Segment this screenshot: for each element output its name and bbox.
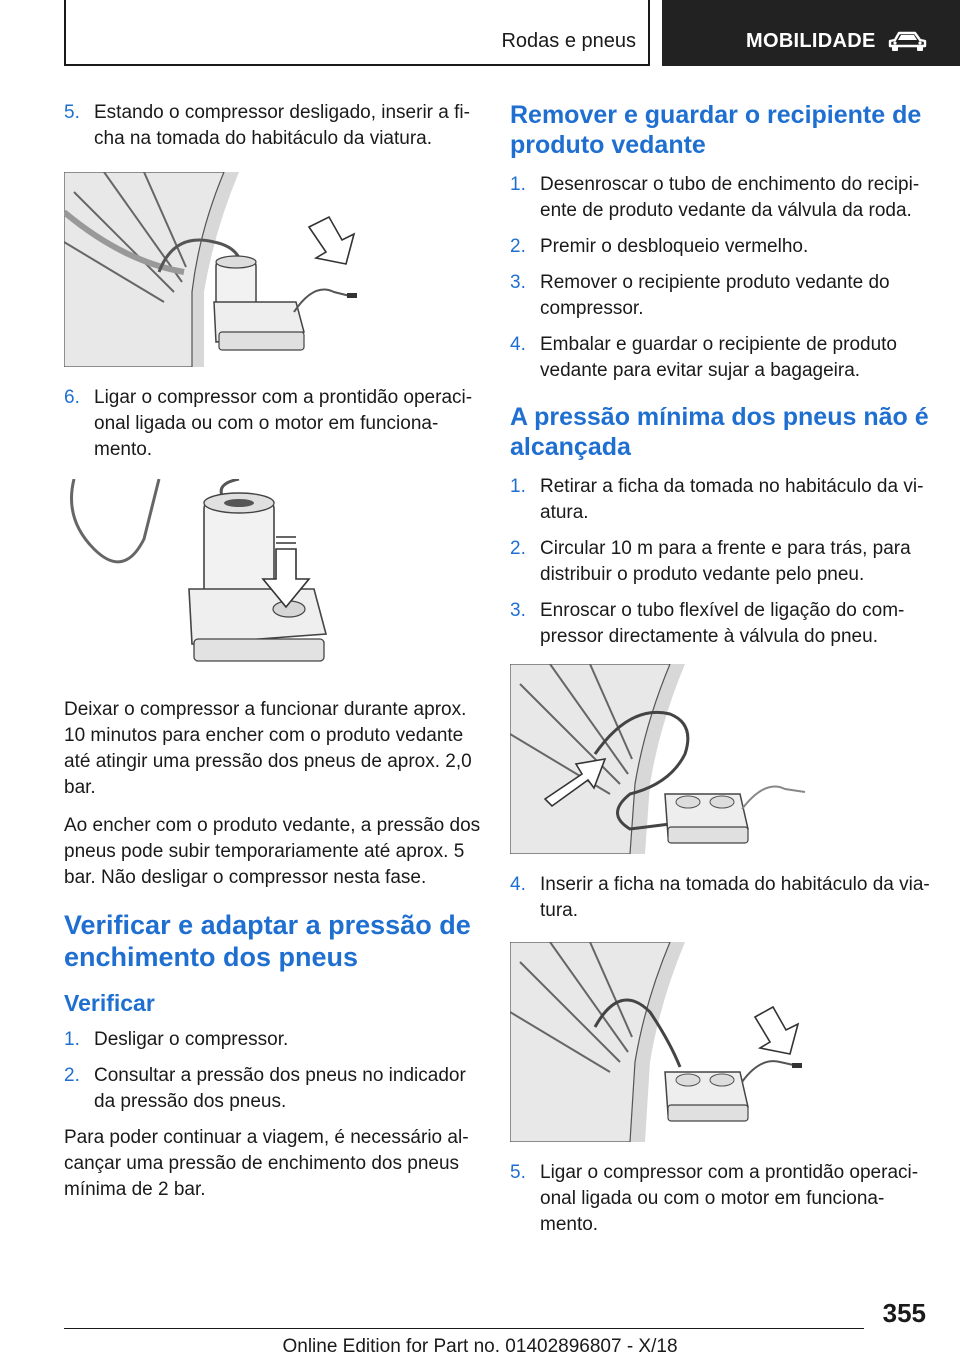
step-text: Retirar a ficha da tomada no habitáculo da viatura. [540, 476, 924, 523]
paragraph-fill-duration: Deixar o compressor a funcionar durante aprox. 10 minutos para encher com o produto vedante até atingir uma pressão dos pneus de aprox. 2,0 bar. [64, 699, 472, 798]
step-number: 4. [510, 334, 526, 355]
paragraph-pressure-note: Ao encher com o produto vedante, a pressão dos pneus pode subir temporariamente até aprox. 5 bar. Não desligar o compressor nesta fase. [64, 815, 481, 888]
step-number: 1. [510, 174, 526, 195]
step-text: Premir o desbloqueio vermelho. [540, 236, 809, 257]
step-number: 5. [64, 102, 80, 123]
step-text: Enroscar o tubo flexível de ligação do compressor directamente à válvula do pneu. [540, 600, 905, 647]
step-text: Remover o recipiente produto vedante do compressor. [540, 272, 890, 319]
header-left-rule [64, 0, 66, 66]
footer-rule [64, 1328, 864, 1329]
remove-step-1 [510, 172, 930, 224]
illustration-compressor-at-wheel [64, 172, 484, 367]
step-text: Desenroscar o tubo de enchimento do recipiente de produto vedante da válvula da roda. [540, 174, 920, 221]
min-step-1 [510, 474, 930, 526]
step-text: Embalar e guardar o recipiente de produto vedante para evitar sujar a bagageira. [540, 334, 898, 381]
paragraph-min-pressure: Para poder continuar a viagem, é necessário alcançar uma pressão de enchimento dos pneus mínima de 2 bar. [64, 1127, 469, 1200]
section-title: Rodas e pneus [501, 30, 636, 52]
step-text: Ligar o compressor com a prontidão operacional ligada ou com o motor em funcionamento. [540, 1162, 919, 1235]
chapter-tab-label: MOBILIDADE [746, 30, 876, 52]
heading-min-pressure-not-reached: A pressão mínima dos pneus não é alcançada [510, 403, 929, 461]
step-6-start-compressor [64, 385, 484, 463]
min-step-3 [510, 598, 930, 650]
illustration-compressor-button [64, 479, 484, 679]
step-number: 3. [510, 272, 526, 293]
right-column [510, 100, 930, 1248]
step-number: 1. [64, 1029, 80, 1050]
step-number: 2. [510, 538, 526, 559]
remove-step-3 [510, 270, 930, 322]
car-icon [886, 30, 928, 54]
step-number: 3. [510, 600, 526, 621]
step-text: Circular 10 m para a frente e para trás, para distribuir o produto vedante pelo pneu. [540, 538, 911, 585]
check-step-1 [64, 1027, 484, 1053]
step-number: 2. [64, 1065, 80, 1086]
heading-check-adapt-pressure: Verificar e adaptar a pressão de enchimento dos pneus [64, 910, 471, 972]
chapter-tab[interactable] [662, 0, 960, 66]
page-number: 355 [882, 1298, 926, 1328]
step-text: Desligar o compressor. [94, 1029, 289, 1050]
step-text: Estando o compressor desligado, inserir a ficha na tomada do habitáculo da viatura. [94, 102, 470, 149]
step-number: 6. [64, 387, 80, 408]
step-text: Ligar o compressor com a prontidão operacional ligada ou com o motor em funcionamento. [94, 387, 473, 460]
header-bottom-rule [64, 64, 650, 66]
min-step-2 [510, 536, 930, 588]
step-text: Consultar a pressão dos pneus no indicador da pressão dos pneus. [94, 1065, 466, 1112]
step-4-insert-plug [510, 872, 930, 924]
step-number: 2. [510, 236, 526, 257]
check-step-2 [64, 1063, 484, 1115]
heading-check: Verificar [64, 990, 155, 1016]
step-number: 5. [510, 1162, 526, 1183]
edition-footer: Online Edition for Part no. 01402896807 - X/18 [282, 1336, 678, 1357]
step-5-start-compressor [510, 1160, 930, 1238]
step-5-insert-plug [64, 100, 484, 152]
step-number: 1. [510, 476, 526, 497]
heading-remove-container: Remover e guardar o recipiente de produto vedante [510, 101, 922, 159]
page-header [0, 0, 960, 66]
remove-step-2 [510, 234, 930, 260]
step-number: 4. [510, 874, 526, 895]
illustration-hose-to-valve [510, 664, 930, 854]
header-divider [648, 0, 650, 66]
illustration-compressor-plug [510, 942, 930, 1142]
remove-step-4 [510, 332, 930, 384]
left-column [64, 100, 484, 1215]
step-text: Inserir a ficha na tomada do habitáculo da viatura. [540, 874, 930, 921]
